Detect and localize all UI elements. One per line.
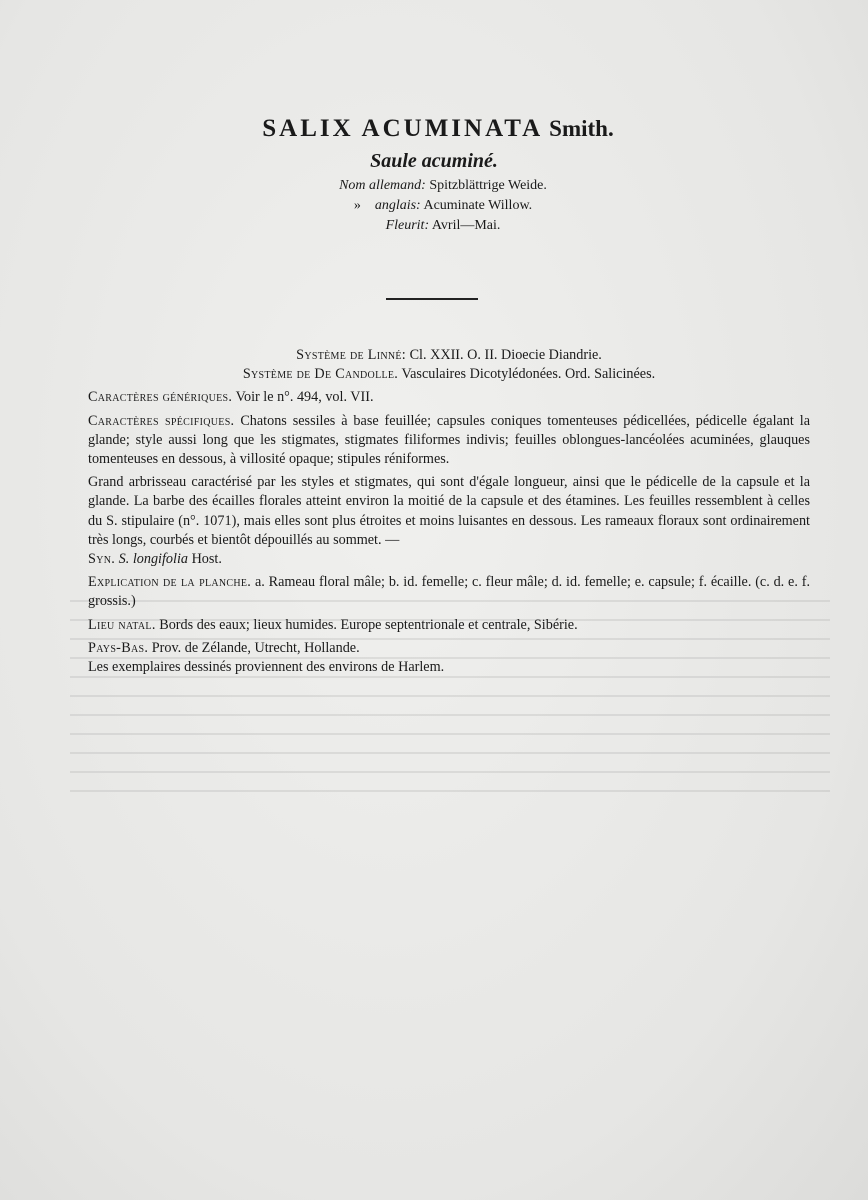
plate-text: a. Rameau floral mâle; b. id. femelle; c. fleur mâle; d. id. femelle; e. capsule; f. écaille. (c. d. e. f. grossis.) [88,574,810,610]
netherlands-text: Prov. de Zélande, Utrecht, Hollande. [151,639,360,656]
habitat-label: Lieu natal. [88,616,156,633]
generic-characters [88,388,810,407]
linne-system [88,346,810,365]
french-name: Saule acuminé. [370,150,498,172]
habitat-text: Bords des eaux; lieux humides. Europe septentrionale et centrale, Sibérie. [159,616,578,633]
synonym-line [88,550,810,569]
synonym-author: Host. [191,551,222,568]
specific-text: Chatons sessiles à base feuillée; capsules coniques tomenteuses pédicellées, pédicelle égalant la glande; style aussi long que les stigmates, stigmates filiformes indivis; feuilles oblongues-lancéolées acuminées, glauques tomenteuses en dessous, à villosité opaque; stipules réniformes. [88,412,810,468]
flowering-line [0,216,868,236]
specimen-text: Les exemplaires dessinés proviennent des environs de Harlem. [88,659,445,676]
description-body [88,346,810,677]
species-name: SALIX ACUMINATA [262,115,544,142]
specimen-origin [88,658,810,677]
english-name-line [0,196,868,216]
netherlands-label: Pays-Bas. [88,639,149,656]
page-title [0,112,868,146]
candolle-text: Vasculaires Dicotylédonées. Ord. Salicinées. [401,366,656,383]
generic-text: Voir le n°. 494, vol. VII. [235,389,374,406]
description-paragraph [88,473,810,550]
english-label: anglais: [374,198,421,213]
candolle-system [88,365,810,384]
ditto-mark: » [353,198,361,213]
german-label: Nom allemand: [339,178,426,193]
linne-label: Système de Linné: [296,347,407,363]
divider-rule [386,298,478,300]
synonym-species: S. longifolia [118,551,189,568]
german-name: Spitzblättrige Weide. [429,178,547,193]
candolle-label: Système de De Candolle. [242,366,399,383]
synonym-label: Syn. [88,551,116,568]
generic-label: Caractères génériques. [88,389,233,406]
native-habitat [88,616,810,635]
description-text: Grand arbrisseau caractérisé par les styles et stigmates, qui sont d'égale longueur, ainsi que le pédicelle de la capsule et la glande. La barbe des écailles florales atteint environ la moitié de la capsule et des étamines. Les feuilles ressemblent à celles du S. stipulaire (n°. 1071), mais elles sont plus étroites et moins luisantes en dessous. Les rameaux floraux sont ordinairement très longs, courbés et bientôt dépouillés au sommet. — [88,474,810,548]
plate-label: Explication de la planche. [88,574,252,591]
flowering-value: Avril—Mai. [431,218,501,233]
netherlands-locations [88,639,810,658]
linne-text: Cl. XXII. O. II. Dioecie Diandrie. [409,347,602,363]
english-name: Acuminate Willow. [423,198,533,213]
specific-label: Caractères spécifiques. [88,412,235,429]
plate-explanation [88,573,810,611]
flowering-label: Fleurit: [385,218,430,233]
german-name-line [0,176,868,196]
header [0,112,868,236]
specific-characters [88,412,810,470]
species-author: Smith. [549,116,614,141]
